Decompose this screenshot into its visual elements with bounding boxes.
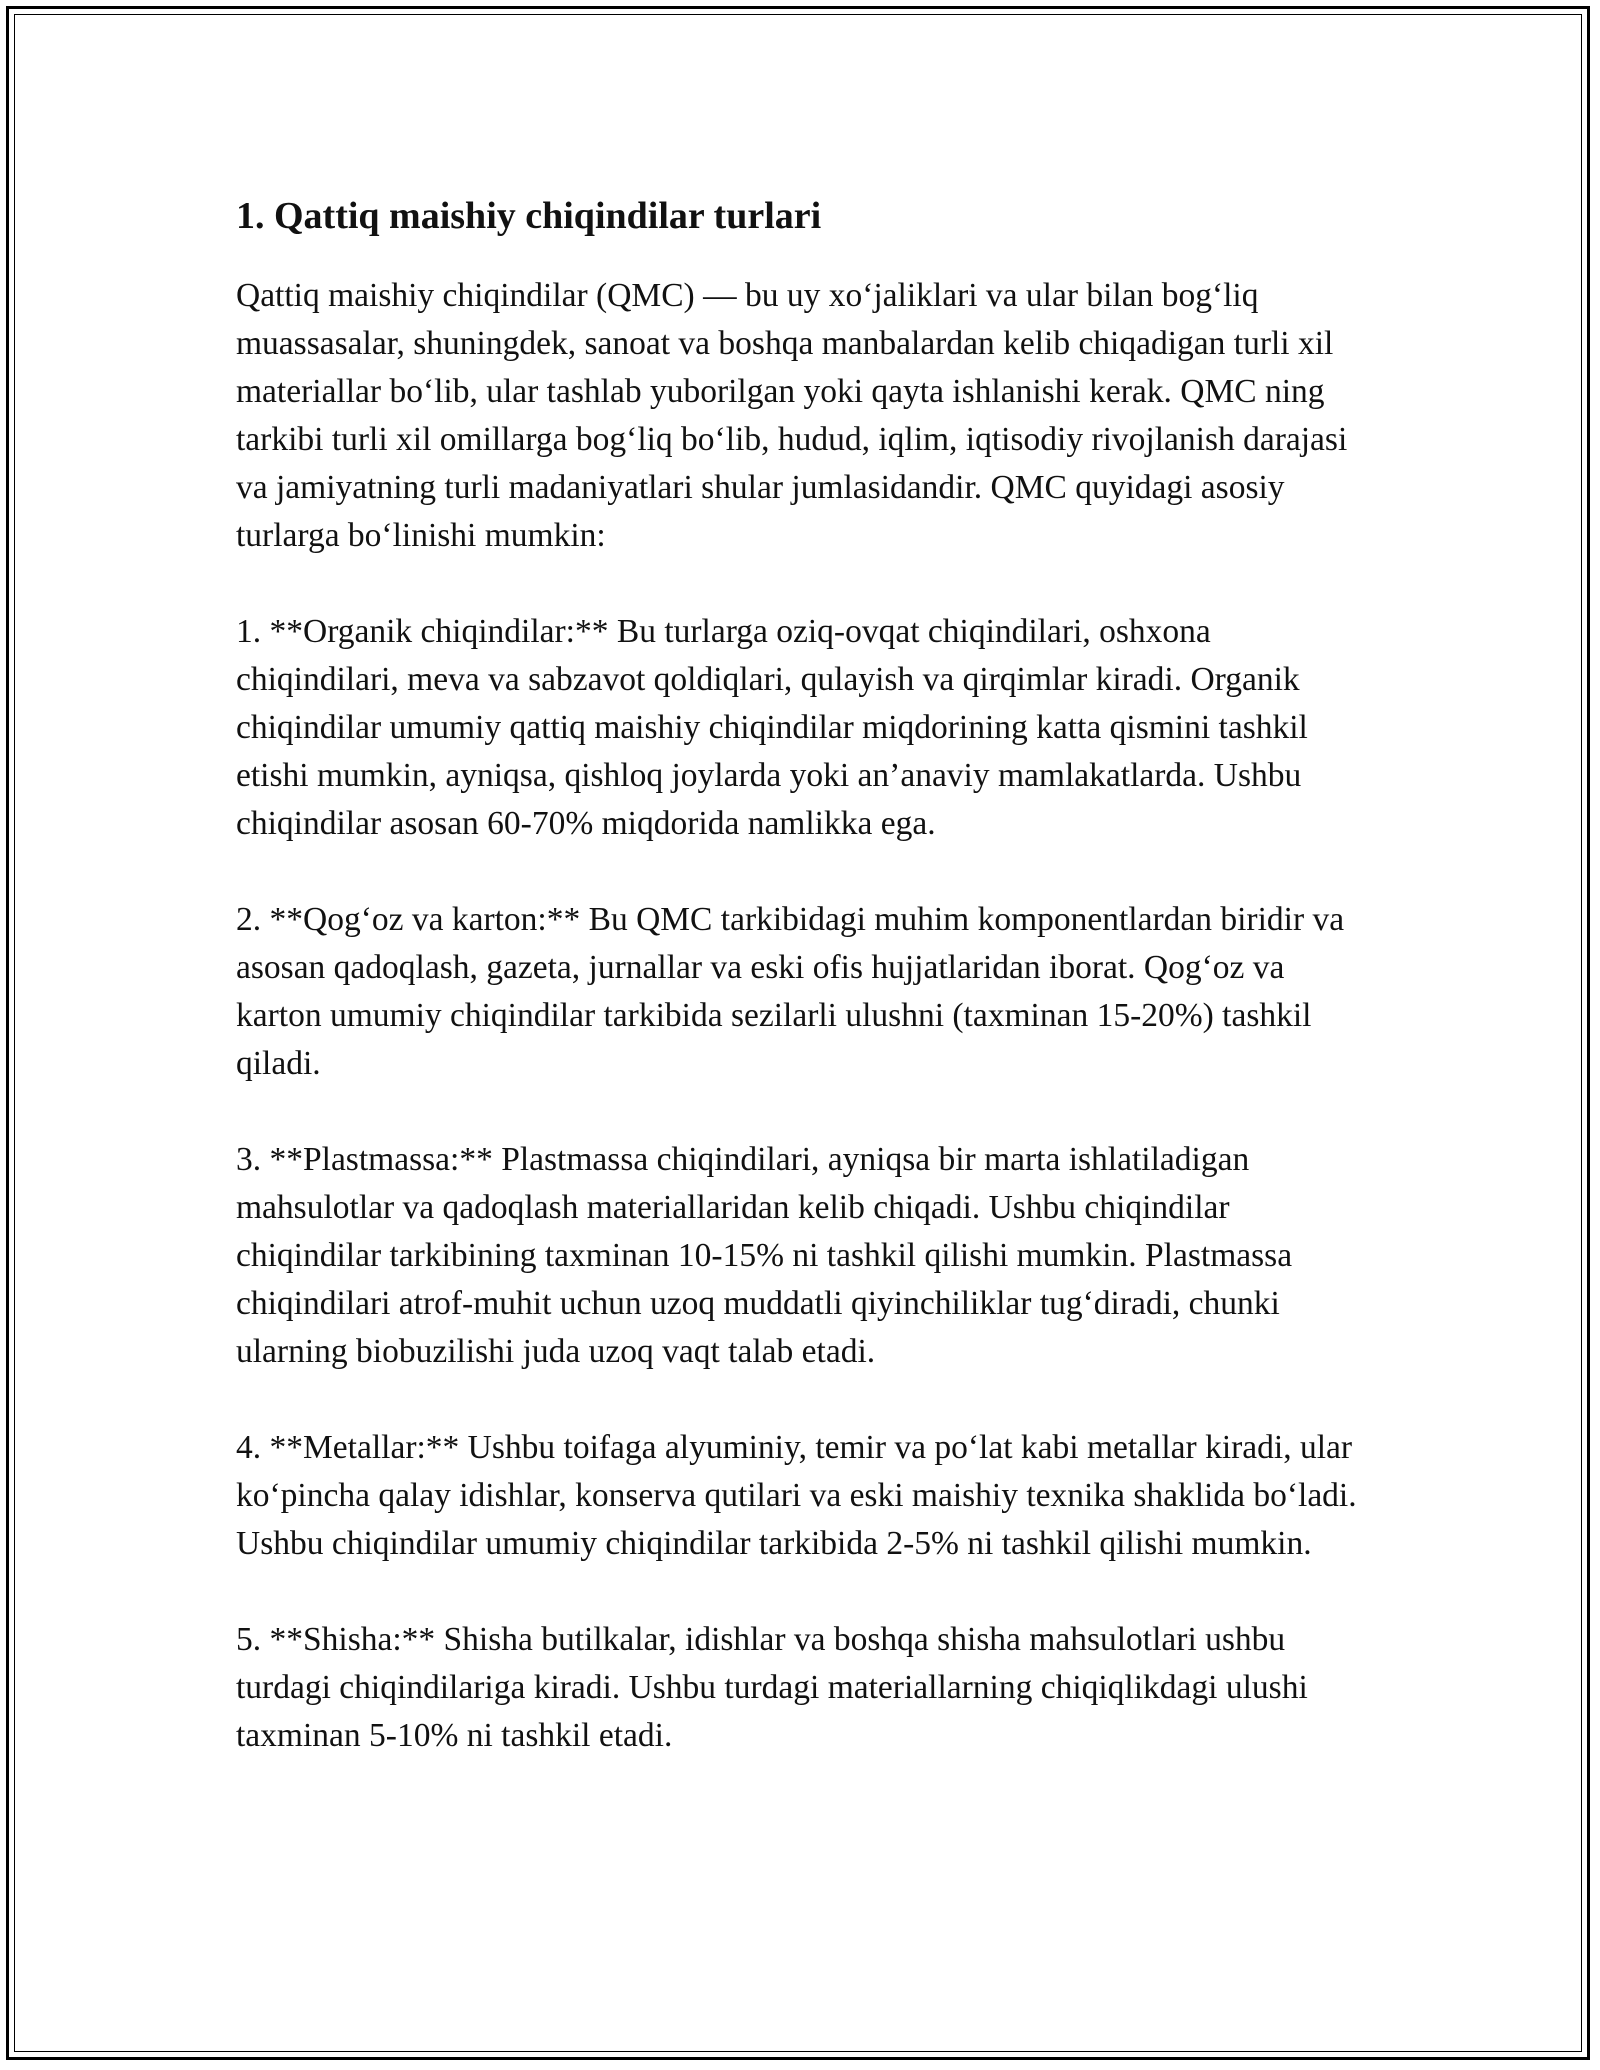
list-item-glass: 5. **Shisha:** Shisha butilkalar, idishlar va boshqa shisha mahsulotlari ushbu turdagi chiqindilariga kiradi. Ushbu turdagi materiallarning chiqiqlikdagi ulushi taxminan 5-10% ni tashkil etadi. <box>236 1621 1308 1754</box>
document-title: 1. Qattiq maishiy chiqindilar turlari <box>236 195 822 237</box>
list-item-metals: 4. **Metallar:** Ushbu toifaga alyuminiy, temir va po‘lat kabi metallar kiradi, ular ko‘pincha qalay idishlar, konserva qutilari va eski maishiy texnika shaklida bo‘ladi. Ushbu chiqindilar umumiy chiqindilar tarkibida 2-5% ni tashkil qilishi mumkin. <box>236 1429 1357 1562</box>
list-item-paper-cardboard: 2. **Qog‘oz va karton:** Bu QMC tarkibidagi muhim komponentlardan biridir va asosan qadoqlash, gazeta, jurnallar va eski ofis hujjatlaridan iborat. Qog‘oz va karton umumiy chiqindilar tarkibida sezilarli ulushni (taxminan 15-20%) tashkil qiladi. <box>236 901 1345 1082</box>
list-item-plastic: 3. **Plastmassa:** Plastmassa chiqindilari, ayniqsa bir marta ishlatiladigan mahsulotlar va qadoqlash materiallaridan kelib chiqadi. Ushbu chiqindilar chiqindilar tarkibining taxminan 10-15% ni tashkil qilishi mumkin. Plastmassa chiqindilari atrof-muhit uchun uzoq muddatli qiyinchiliklar tug‘diradi, chunki ularning biobuzilishi juda uzoq vaqt talab etadi. <box>236 1141 1293 1370</box>
list-item-organic-waste: 1. **Organik chiqindilar:** Bu turlarga oziq-ovqat chiqindilari, oshxona chiqindilari, meva va sabzavot qoldiqlari, qulayish va qirqimlar kiradi. Organik chiqindilar umumiy qattiq maishiy chiqindilar miqdorining katta qismini tashkil etishi mumkin, ayniqsa, qishloq joylarda yoki an’anaviy mamlakatlarda. Ushbu chiqindilar asosan 60-70% miqdorida namlikka ega. <box>236 613 1308 842</box>
document-body <box>236 190 1376 1808</box>
intro-paragraph: Qattiq maishiy chiqindilar (QMC) — bu uy xo‘jaliklari va ular bilan bog‘liq muassasalar, shuningdek, sanoat va boshqa manbalardan kelib chiqadigan turli xil materiallar bo‘lib, ular tashlab yuborilgan yoki qayta ishlanishi kerak. QMC ning tarkibi turli xil omillarga bog‘liq bo‘lib, hudud, iqlim, iqtisodiy rivojlanish darajasi va jamiyatning turli madaniyatlari shular jumlasidandir. QMC quyidagi asosiy turlarga bo‘linishi mumkin: <box>236 277 1348 554</box>
